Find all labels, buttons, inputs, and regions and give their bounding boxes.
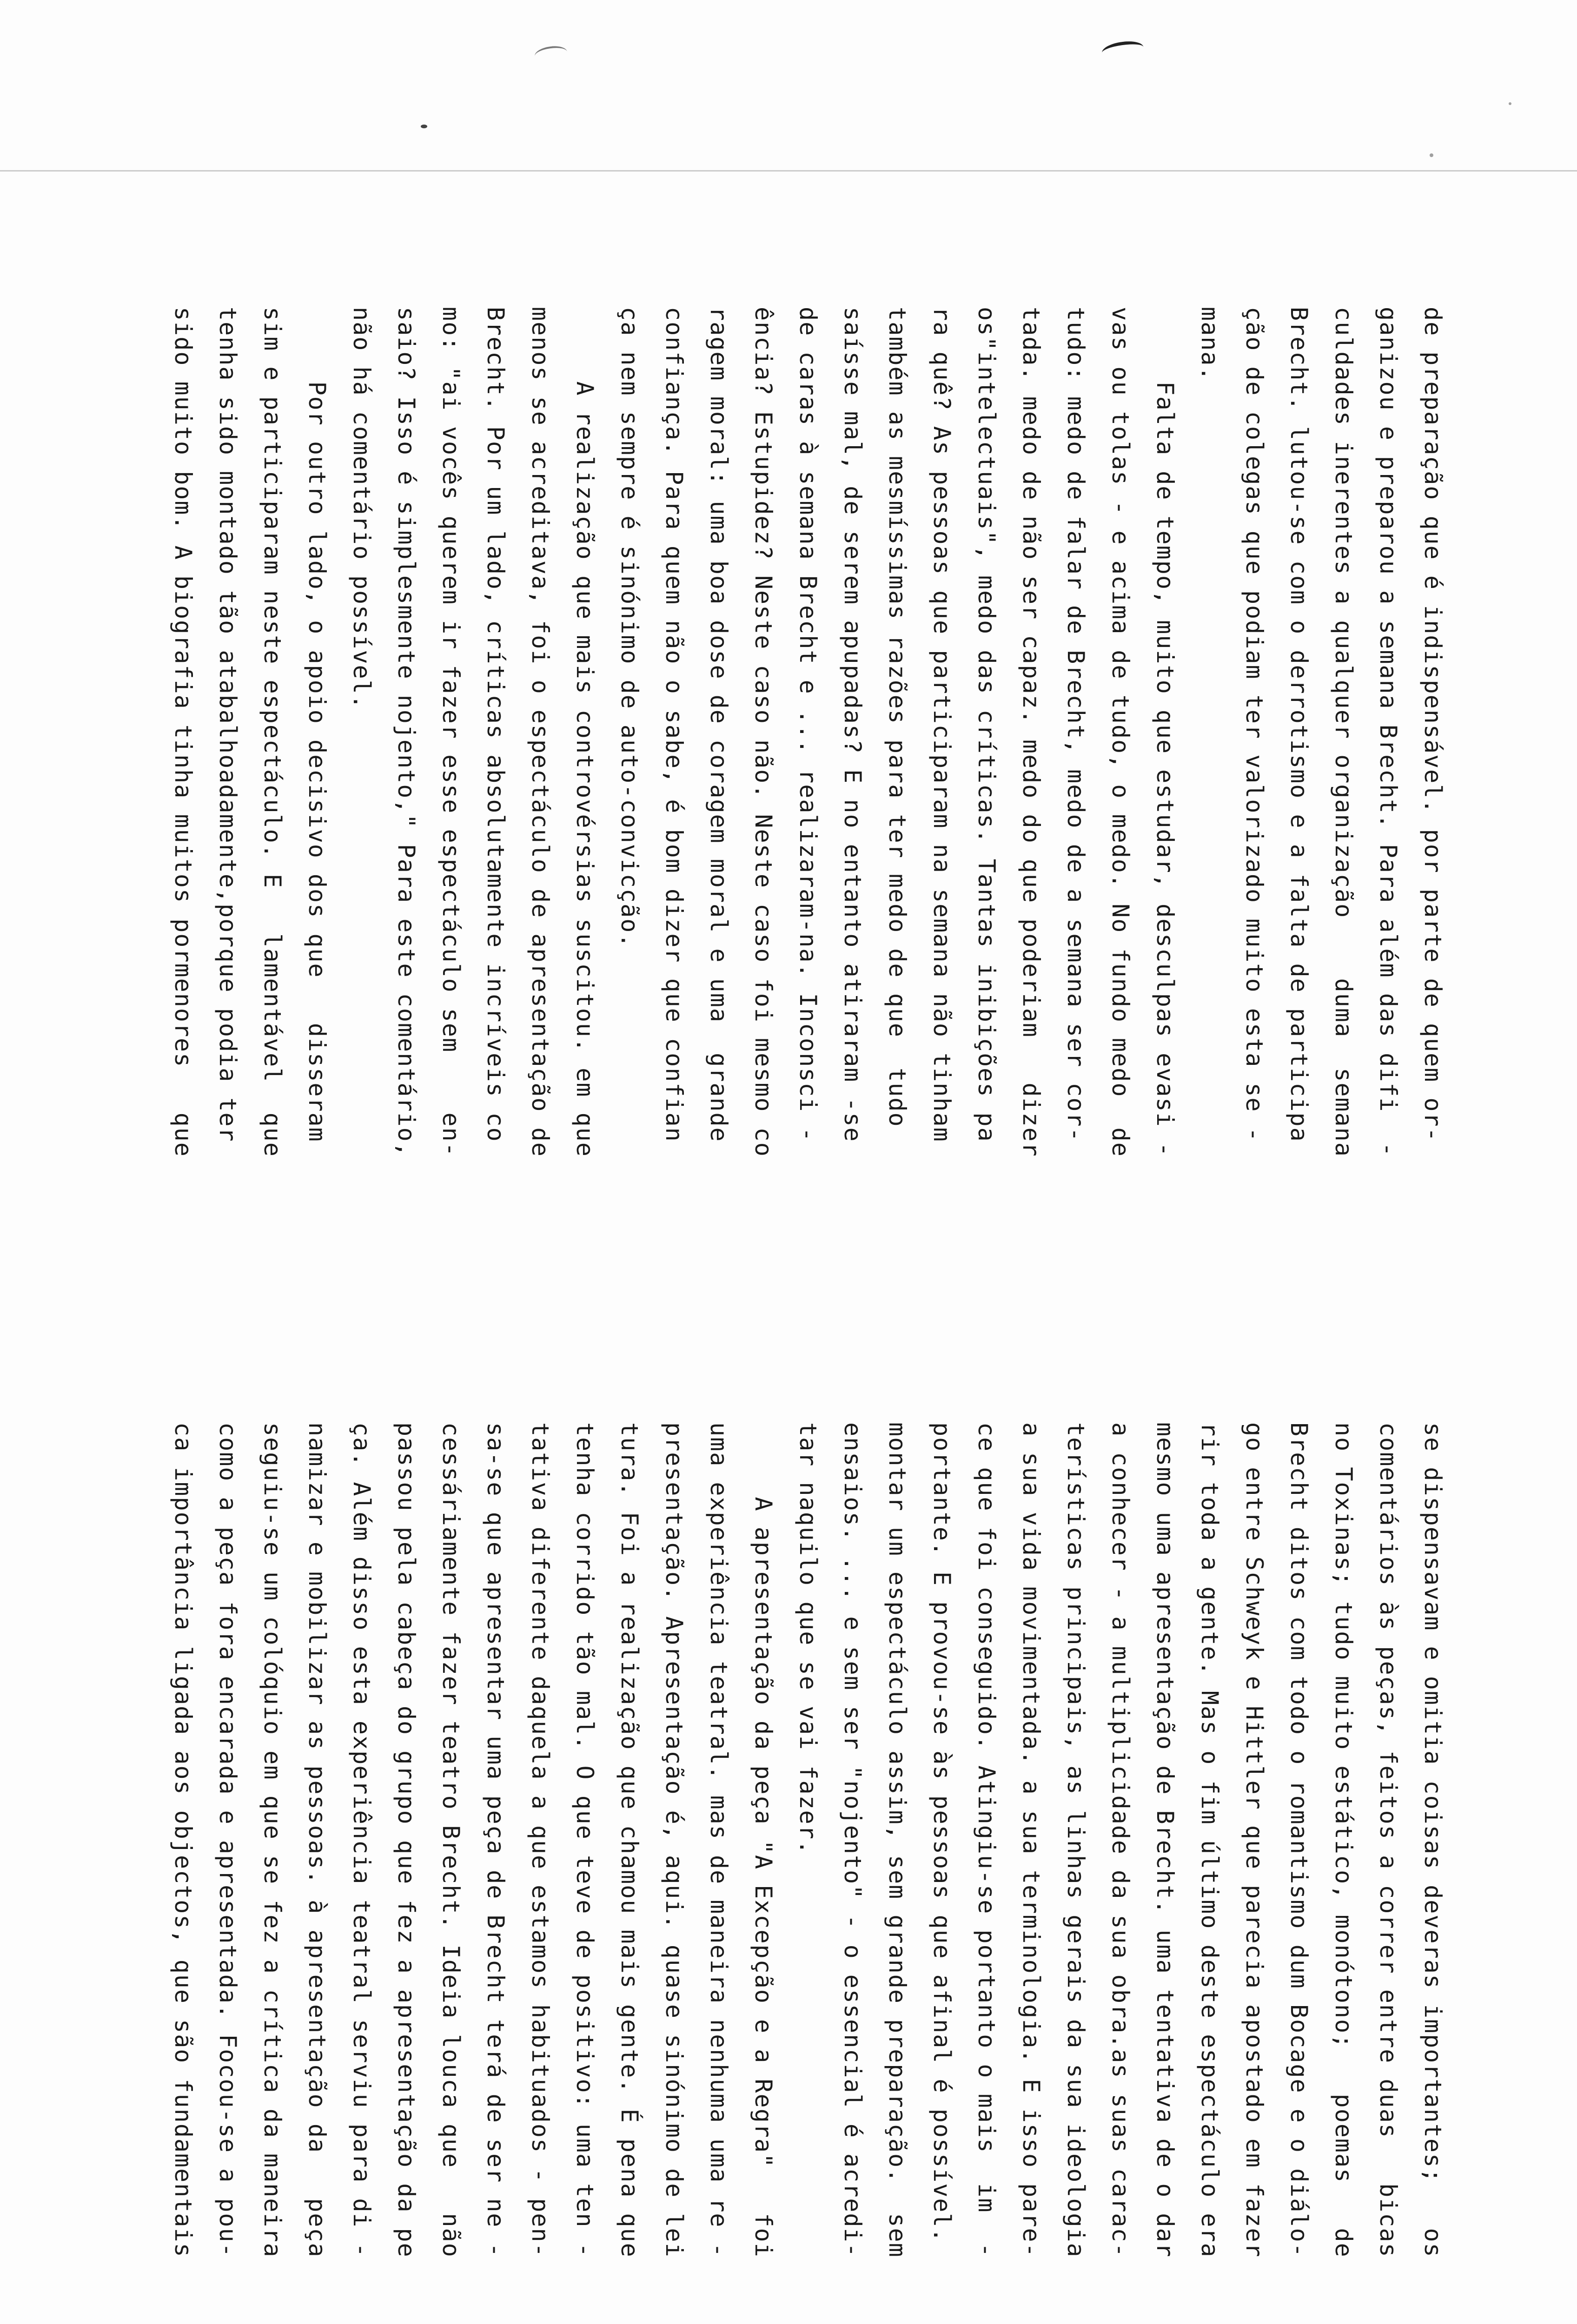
text-line: portante. E provou-se às pessoas que afinal é possível. (928, 1422, 955, 2243)
text-line: sa-se que apresentar uma peça de Brecht terá de ser ne - (482, 1422, 509, 2258)
text-line: culdades inerentes a qualquer organização duma semana (1330, 307, 1357, 1157)
text-line: Brecht ditos com todo o romantismo dum Bocage e o diálo- (1285, 1422, 1312, 2258)
text-line: ência? Estupidez? Neste caso não. Neste caso foi mesmo co (750, 307, 777, 1157)
text-line: ça nem sempre é sinónimo de auto-convicção. (616, 307, 643, 949)
text-line: vas ou tolas - e acima de tudo, o medo. No fundo medo de (1107, 307, 1134, 1157)
text-line: menos se acreditava, foi o espectáculo de apresentação de (527, 307, 554, 1157)
scan-mark-top-center (1101, 39, 1145, 61)
scan-edge-top (0, 170, 1577, 172)
text-line: tudo: medo de falar de Brecht, medo de a semana ser cor- (1062, 307, 1089, 1142)
text-line: montar um espectáculo assim, sem grande preparação. sem (884, 1422, 911, 2258)
speck (1430, 153, 1433, 157)
text-line: a sua vida movimentada. a sua terminologia. E isso pare- (1018, 1422, 1045, 2258)
text-column-right (172, 1422, 1455, 2324)
text-line: comentários às peças, feitos a correr entre duas bicas (1375, 1422, 1402, 2258)
text-line: namizar e mobilizar as pessoas. à apresentação da peça (304, 1422, 331, 2258)
text-line: ce que foi conseguido. Atingiu-se portanto o mais im - (973, 1422, 1000, 2258)
text-line: tenha sido montado tão atabalhoadamente,porque podia ter (214, 307, 241, 1142)
text-line: mana. (1196, 307, 1223, 382)
text-line: saio? Isso é simplesmente nojento," Para este comentário, (393, 307, 420, 1157)
text-line: A apresentação da peça "A Excepção e a Regra" foi (750, 1422, 777, 2258)
text-line: tar naquilo que se vai fazer. (795, 1422, 822, 1855)
text-line: ensaios. ... e sem ser "nojento" - o essencial é acredi- (839, 1422, 866, 2258)
text-line: ca importância ligada aos objectos, que são fundamentais (170, 1422, 197, 2258)
text-line: passou pela cabeça do grupo que fez a apresentação da pe (393, 1422, 420, 2258)
text-line: ragem moral: uma boa dose de coragem moral e uma grande (705, 307, 732, 1142)
text-line: seguiu-se um colóquio em que se fez a crítica da maneira (259, 1422, 286, 2258)
text-line: de preparação que é indispensável. por parte de quem or- (1419, 307, 1446, 1142)
text-line: Falta de tempo, muito que estudar, desculpas evasi - (1152, 307, 1179, 1157)
text-line: não há comentário possível. (348, 307, 375, 710)
text-line: ça. Além disso esta experiência teatral serviu para di - (348, 1422, 375, 2258)
text-line: de caras à semana Brecht e ... realizaram-na. Inconsci - (795, 307, 822, 1142)
text-line: ganizou e preparou a semana Brecht. Para além das difi - (1375, 307, 1402, 1157)
text-line: uma experiência teatral. mas de maneira nenhuma uma re - (705, 1422, 732, 2258)
text-line: cessáriamente fazer teatro Brecht. Ideia louca que não (437, 1422, 464, 2258)
speck (1509, 102, 1511, 105)
text-line: os"intelectuais", medo das críticas. Tantas inibições pa (973, 307, 1000, 1142)
text-column-left (172, 307, 1455, 1343)
text-line: mesmo uma apresentação de Brecht. uma tentativa de o dar (1152, 1422, 1179, 2258)
text-line: se dispensavam e omitia coisas deveras importantes; os (1419, 1422, 1446, 2258)
text-line: ra quê? As pessoas que participaram na semana não tinham (928, 307, 955, 1142)
scan-mark-top-left (534, 44, 568, 63)
text-line: no Toxinas; tudo muito estático, monótono; poemas de (1330, 1422, 1357, 2258)
text-line: Por outro lado, o apoio decisivo dos que disseram (304, 307, 331, 1142)
text-line: confiança. Para quem não o sabe, é bom dizer que confian (661, 307, 688, 1142)
text-line: a conhecer - a multiplicidade da sua obra.as suas carac- (1107, 1422, 1134, 2258)
text-line: ção de colegas que podiam ter valorizado muito esta se - (1241, 307, 1268, 1142)
text-line: tura. Foi a realização que chamou mais gente. É pena que (616, 1422, 643, 2258)
text-line: tativa diferente daquela a que estamos habituados - pen- (527, 1422, 554, 2258)
text-line: sido muito bom. A biografia tinha muitos pormenores que (170, 307, 197, 1157)
speck (421, 125, 427, 128)
text-line: sim e participaram neste espectáculo. E lamentável que (259, 307, 286, 1157)
text-line: como a peça fora encarada e apresentada. Focou-se a pou- (214, 1422, 241, 2258)
text-line: mo: "ai vocês querem ir fazer esse espectáculo sem en- (437, 307, 464, 1157)
text-line: A realização que mais controvérsias suscitou. em que (571, 307, 598, 1157)
text-line: go entre Schweyk e Hittler que parecia apostado em fazer (1241, 1422, 1268, 2258)
text-line: tenha corrido tão mal. O que teve de positivo: uma ten - (571, 1422, 598, 2258)
text-line: Brecht. lutou-se com o derrotismo e a falta de participa (1285, 307, 1312, 1142)
text-line: saísse mal, de serem apupadas? E no entanto atiraram -se (839, 307, 866, 1142)
text-line: também as mesmíssimas razões para ter medo de que tudo (884, 307, 911, 1128)
text-line: terísticas principais, as linhas gerais da sua ideologia (1062, 1422, 1089, 2258)
text-line: presentação. Apresentação é, aqui. quase sinónimo de lei (661, 1422, 688, 2258)
text-line: tada. medo de não ser capaz. medo do que poderiam dizer (1018, 307, 1045, 1157)
text-line: Brecht. Por um lado, críticas absolutamente incríveis co (482, 307, 509, 1142)
text-line: rir toda a gente. Mas o fim último deste espectáculo era (1196, 1422, 1223, 2258)
